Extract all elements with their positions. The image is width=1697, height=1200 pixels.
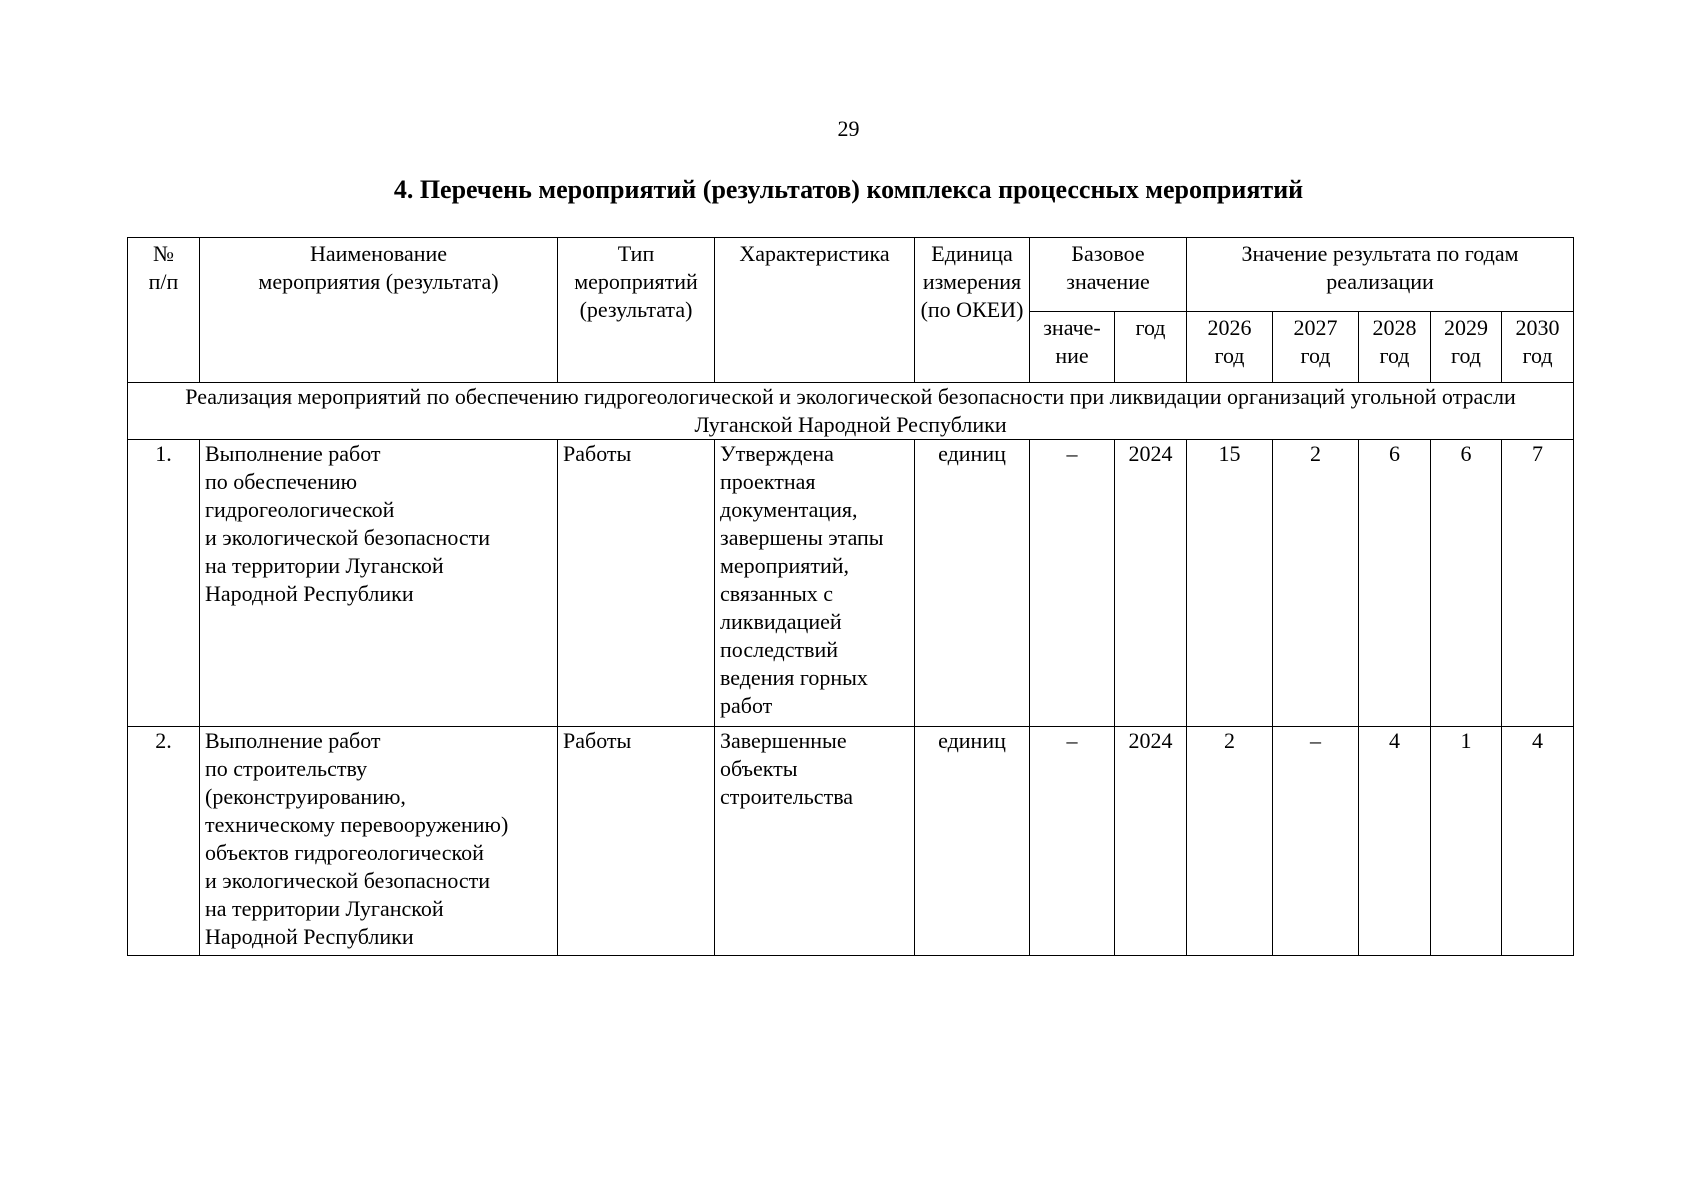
page-number: 29: [837, 116, 860, 141]
header-base-year: год: [1115, 312, 1187, 383]
row-characteristic: Утверждена проектная документация, завершены этапы мероприятий, связанных с ликвидацией последствий ведения горных работ: [715, 440, 915, 727]
row-unit: единиц: [915, 727, 1030, 956]
header-base: Базовое значение: [1030, 238, 1187, 312]
row-type: Работы: [558, 440, 715, 727]
table-row: [128, 440, 1574, 727]
header-characteristic: Характеристика: [715, 238, 915, 383]
section-row: [128, 383, 1574, 440]
section-title: Реализация мероприятий по обеспечению гидрогеологической и экологической безопасности при ликвидации организаций угольной отрасли Луганской Народной Республики: [128, 383, 1574, 440]
row-num: 1.: [128, 440, 200, 727]
header-year-2027: 2027 год: [1273, 312, 1359, 383]
row-value-2029: 1: [1431, 727, 1502, 956]
header-name: Наименование мероприятия (результата): [200, 238, 558, 383]
row-value-2027: –: [1273, 727, 1359, 956]
row-base-value: –: [1030, 727, 1115, 956]
row-value-2028: 6: [1359, 440, 1431, 727]
row-name: Выполнение работ по строительству (реконструированию, техническому перевооружению) объектов гидрогеологической и экологической безопасности на территории Луганской Народной Республики: [200, 727, 558, 956]
header-unit: Единица измерения (по ОКЕИ): [915, 238, 1030, 383]
row-type: Работы: [558, 727, 715, 956]
header-base-value: значе- ние: [1030, 312, 1115, 383]
row-value-2030: 4: [1502, 727, 1574, 956]
row-characteristic: Завершенные объекты строительства: [715, 727, 915, 956]
row-value-2029: 6: [1431, 440, 1502, 727]
header-year-2028: 2028 год: [1359, 312, 1431, 383]
row-name: Выполнение работ по обеспечению гидрогеологической и экологической безопасности на территории Луганской Народной Республики: [200, 440, 558, 727]
row-base-value: –: [1030, 440, 1115, 727]
header-num: № п/п: [128, 238, 200, 383]
row-base-year: 2024: [1115, 440, 1187, 727]
header-year-2026: 2026 год: [1187, 312, 1273, 383]
header-year-2030: 2030 год: [1502, 312, 1574, 383]
row-value-2030: 7: [1502, 440, 1574, 727]
table-row: [128, 727, 1574, 956]
header-row: [128, 238, 1574, 312]
header-type: Тип мероприятий (результата): [558, 238, 715, 383]
row-unit: единиц: [915, 440, 1030, 727]
document-title: 4. Перечень мероприятий (результатов) комплекса процессных мероприятий: [393, 175, 1304, 204]
row-value-2027: 2: [1273, 440, 1359, 727]
row-num: 2.: [128, 727, 200, 956]
results-table: [127, 237, 1574, 956]
header-years-group: Значение результата по годам реализации: [1187, 238, 1574, 312]
row-base-year: 2024: [1115, 727, 1187, 956]
row-value-2026: 2: [1187, 727, 1273, 956]
header-year-2029: 2029 год: [1431, 312, 1502, 383]
row-value-2026: 15: [1187, 440, 1273, 727]
row-value-2028: 4: [1359, 727, 1431, 956]
